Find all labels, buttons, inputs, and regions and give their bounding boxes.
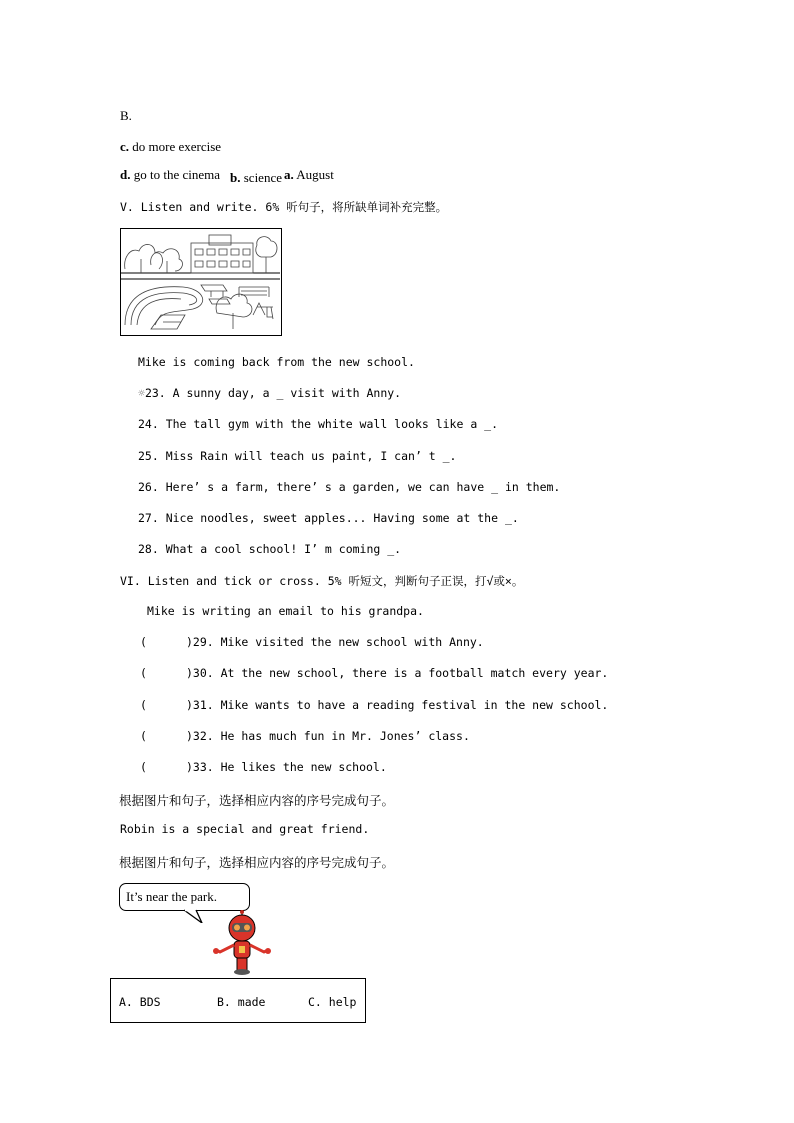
part-b-heading: B. — [120, 108, 132, 123]
question-23 — [138, 386, 401, 400]
school-scene-illustration — [120, 228, 282, 336]
question-33 — [140, 760, 387, 774]
option-a[interactable]: A. BDS — [119, 995, 161, 1009]
question-30-text: )30. At the new school, there is a football match every year. — [186, 666, 609, 680]
option-c[interactable]: C. help — [308, 995, 357, 1009]
question-33-text: )33. He likes the new school. — [186, 760, 387, 774]
answer-paren-30[interactable]: ( — [140, 666, 147, 680]
question-29 — [140, 635, 484, 649]
instruction-2: 根据图片和句子，选择相应内容的序号完成句子。 — [119, 855, 395, 870]
letter-b: b. — [230, 170, 241, 185]
answer-b-text: science — [240, 170, 282, 185]
letter-a: a. — [284, 167, 294, 182]
question-24: 24. The tall gym with the white wall looks like a _. — [138, 417, 499, 431]
question-27: 27. Nice noodles, sweet apples... Having some at the _. — [138, 511, 519, 525]
instruction-1: 根据图片和句子，选择相应内容的序号完成句子。 — [119, 793, 395, 808]
answer-a-text: August — [293, 167, 334, 182]
letter-c: c. — [120, 139, 130, 154]
section-v-title: V. Listen and write. 6% 听句子，将所缺单词补充完整。 — [120, 200, 448, 214]
letter-d: d. — [120, 167, 131, 182]
question-28: 28. What a cool school! I’ m coming _. — [138, 542, 402, 556]
question-30 — [140, 666, 608, 680]
question-26: 26. Here’ s a farm, there’ s a garden, we can have _ in them. — [138, 480, 561, 494]
answer-paren-33[interactable]: ( — [140, 760, 147, 774]
question-31 — [140, 698, 608, 712]
robot-robin-icon — [212, 910, 272, 976]
question-32-text: )32. He has much fun in Mr. Jones’ class. — [186, 729, 470, 743]
section-v-intro: Mike is coming back from the new school. — [138, 355, 415, 369]
question-25: 25. Miss Rain will teach us paint, I can’ t _. — [138, 449, 457, 463]
answer-c-text: do more exercise — [129, 139, 222, 154]
sun-icon: ☼ — [138, 386, 145, 400]
answer-paren-29[interactable]: ( — [140, 635, 147, 649]
answer-line-b — [230, 170, 282, 186]
answer-paren-32[interactable]: ( — [140, 729, 147, 743]
question-29-text: )29. Mike visited the new school with Anny. — [186, 635, 484, 649]
answer-line-d — [120, 167, 220, 183]
answer-d-text: go to the cinema — [130, 167, 221, 182]
answer-line-a — [284, 167, 334, 183]
option-b[interactable]: B. made — [217, 995, 266, 1009]
question-31-text: )31. Mike wants to have a reading festival in the new school. — [186, 698, 609, 712]
question-32 — [140, 729, 470, 743]
answer-line-c — [120, 139, 221, 155]
speech-bubble-tail — [182, 909, 206, 923]
answer-paren-31[interactable]: ( — [140, 698, 147, 712]
speech-bubble-text: It’s near the park. — [126, 889, 217, 904]
school-scene-drawing — [121, 229, 280, 334]
robin-sentence: Robin is a special and great friend. — [120, 822, 370, 836]
question-23-text: 23. A sunny day, a _ visit with Anny. — [144, 386, 402, 400]
section-vi-title: VI. Listen and tick or cross. 5% 听短文，判断句子正误，打√或×。 — [120, 574, 524, 588]
section-vi-intro: Mike is writing an email to his grandpa. — [147, 604, 424, 618]
